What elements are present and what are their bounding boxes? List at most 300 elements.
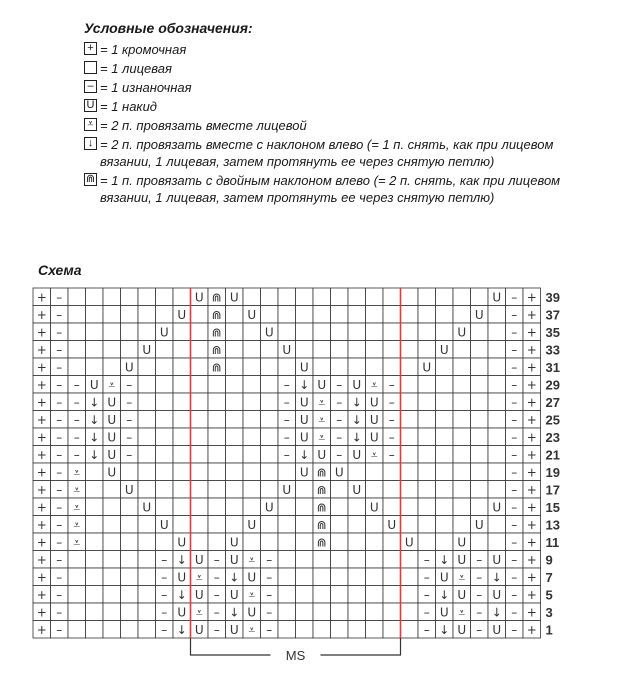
chart-cell (278, 586, 296, 604)
chart-symbol--: – (511, 587, 518, 602)
double-decrease-icon: ⋒ (85, 173, 96, 185)
chart-cell (366, 586, 384, 604)
chart-symbol-+: + (36, 377, 47, 392)
chart-symbol--: – (511, 447, 518, 462)
chart-cell (103, 498, 121, 516)
chart-cell (331, 516, 349, 534)
chart-cell (471, 533, 489, 551)
chart-cell (348, 498, 366, 516)
chart-cell (453, 393, 471, 411)
chart-cell (103, 341, 121, 359)
chart-symbol--: – (336, 395, 343, 410)
chart-cell (156, 463, 174, 481)
chart-symbol--: – (56, 342, 63, 357)
row-number-label: 27 (545, 394, 560, 410)
chart-symbol-+: + (36, 482, 47, 497)
chart-cell (138, 463, 156, 481)
chart-cell (296, 306, 314, 324)
legend-item-text: = 2 п. провязать вместе с наклоном влево (= 1 п. снять, как при лицевом вязании, 1 лицевая, затем протянуть ее через снятую петлю) (100, 137, 554, 169)
chart-cell (243, 341, 261, 359)
chart-cell (401, 568, 419, 586)
chart-cell (331, 306, 349, 324)
chart-cell (191, 533, 209, 551)
chart-cell (156, 446, 174, 464)
chart-symbol-m: ⋒ (211, 307, 222, 322)
chart-symbol-m: ⋒ (211, 325, 222, 340)
chart-cell (121, 603, 139, 621)
chart-cell (243, 288, 261, 306)
chart-cell (366, 603, 384, 621)
chart-cell (173, 516, 191, 534)
chart-symbol-U: U (159, 517, 169, 532)
chart-cell (296, 551, 314, 569)
chart-symbol-a: ↓ (229, 605, 240, 620)
k2tog-icon: ⩡ (84, 118, 97, 131)
chart-cell (296, 498, 314, 516)
chart-cell (278, 463, 296, 481)
chart-symbol-U: U (299, 360, 309, 375)
chart-cell (401, 551, 419, 569)
legend-title: Условные обозначения: (84, 20, 253, 36)
chart-symbol--: – (423, 587, 430, 602)
chart-cell (401, 463, 419, 481)
chart-cell (331, 498, 349, 516)
chart-symbol-U: U (264, 500, 274, 515)
chart-cell (488, 376, 506, 394)
chart-cell (243, 411, 261, 429)
chart-cell (488, 428, 506, 446)
chart-cell (401, 411, 419, 429)
chart-cell (313, 306, 331, 324)
chart-symbol--: – (56, 622, 63, 637)
chart-cell (418, 376, 436, 394)
chart-symbol--: – (56, 325, 63, 340)
chart-cell (278, 323, 296, 341)
chart-cell (436, 446, 454, 464)
row-number-label: 39 (545, 289, 560, 305)
chart-cell (121, 341, 139, 359)
chart-symbol-a: ↓ (89, 412, 100, 427)
chart-cell (471, 341, 489, 359)
legend-item-text: = 1 п. провязать с двойным наклоном влево (= 2 п. снять, как при лицевом вязании, 1 лицевая, затем протянуть ее через снятую петлю) (100, 173, 561, 205)
chart-symbol-m: ⋒ (316, 535, 327, 550)
row-number-label: 7 (545, 569, 553, 585)
chart-cell (226, 341, 244, 359)
chart-symbol-+: + (36, 342, 47, 357)
chart-symbol-U: U (107, 465, 117, 480)
chart-cell (488, 446, 506, 464)
chart-symbol-U: U (247, 307, 257, 322)
chart-cell (103, 306, 121, 324)
chart-symbol-a: ↓ (176, 552, 187, 567)
chart-cell (243, 393, 261, 411)
chart-cell (243, 463, 261, 481)
chart-symbol--: – (511, 290, 518, 305)
chart-cell (278, 358, 296, 376)
chart-symbol-U: U (369, 412, 379, 427)
chart-cell (226, 393, 244, 411)
chart-cell (436, 323, 454, 341)
chart-symbol-U: U (457, 587, 467, 602)
chart-cell (418, 463, 436, 481)
chart-symbol--: – (126, 430, 133, 445)
chart-cell (348, 551, 366, 569)
chart-symbol--: – (511, 360, 518, 375)
chart-symbol-a: ↓ (439, 622, 450, 637)
chart-symbol--: – (511, 377, 518, 392)
chart-cell (296, 341, 314, 359)
chart-cell (103, 516, 121, 534)
chart-symbol-m: ⋒ (211, 360, 222, 375)
chart-cell (138, 533, 156, 551)
chart-cell (366, 568, 384, 586)
chart-cell (121, 621, 139, 639)
chart-symbol-k: ⩡ (195, 605, 203, 620)
row-number-label: 19 (545, 464, 560, 480)
chart-symbol-U: U (457, 552, 467, 567)
chart-symbol-U: U (247, 517, 257, 532)
chart-symbol-k: ⩡ (458, 570, 466, 585)
chart-symbol--: – (56, 430, 63, 445)
chart-cell (138, 393, 156, 411)
chart-symbol--: – (56, 587, 63, 602)
row-number-label: 21 (545, 447, 560, 463)
chart-symbol-U: U (439, 605, 449, 620)
chart-symbol-k: ⩡ (248, 622, 256, 637)
chart-symbol-U: U (352, 447, 362, 462)
chart-symbol--: – (213, 552, 220, 567)
chart-cell (313, 323, 331, 341)
chart-symbol--: – (283, 447, 290, 462)
chart-cell (103, 621, 121, 639)
chart-cell (208, 463, 226, 481)
chart-cell (401, 621, 419, 639)
chart-symbol-+: + (36, 395, 47, 410)
chart-cell (121, 551, 139, 569)
scheme-title: Схема (38, 262, 82, 278)
chart-cell (86, 323, 104, 341)
chart-symbol-U: U (299, 395, 309, 410)
row-number-label: 37 (545, 307, 560, 323)
chart-symbol--: – (283, 430, 290, 445)
chart-cell (383, 288, 401, 306)
chart-cell (278, 533, 296, 551)
chart-cell (138, 376, 156, 394)
chart-symbol--: – (161, 570, 168, 585)
chart-cell (296, 323, 314, 341)
chart-cell (331, 621, 349, 639)
chart-cell (103, 551, 121, 569)
chart-cell (418, 411, 436, 429)
chart-cell (243, 376, 261, 394)
chart-symbol-+: + (36, 290, 47, 305)
chart-symbol--: – (56, 517, 63, 532)
chart-symbol-k: ⩡ (318, 412, 326, 427)
chart-cell (453, 358, 471, 376)
chart-symbol-+: + (526, 517, 537, 532)
chart-symbol--: – (56, 570, 63, 585)
chart-cell (331, 341, 349, 359)
chart-cell (226, 498, 244, 516)
chart-cell (121, 288, 139, 306)
chart-symbol--: – (476, 605, 483, 620)
chart-symbol-k: ⩡ (73, 500, 81, 515)
chart-symbol-U: U (229, 535, 239, 550)
chart-symbol-a: ↓ (299, 377, 310, 392)
chart-symbol--: – (511, 325, 518, 340)
chart-cell (173, 463, 191, 481)
chart-cell (436, 411, 454, 429)
chart-symbol--: – (213, 587, 220, 602)
chart-symbol--: – (511, 605, 518, 620)
chart-symbol-m: ⋒ (316, 465, 327, 480)
chart-cell (331, 288, 349, 306)
chart-symbol--: – (336, 447, 343, 462)
chart-cell (313, 341, 331, 359)
chart-cell (208, 428, 226, 446)
chart-cell (401, 428, 419, 446)
chart-cell (313, 621, 331, 639)
chart-cell (68, 568, 86, 586)
chart-symbol--: – (73, 395, 80, 410)
chart-cell (296, 621, 314, 639)
chart-symbol-+: + (526, 377, 537, 392)
repeat-bracket-left (191, 638, 271, 655)
chart-cell (138, 586, 156, 604)
chart-symbol-+: + (526, 552, 537, 567)
chart-cell (208, 376, 226, 394)
chart-cell (173, 446, 191, 464)
chart-cell (418, 533, 436, 551)
chart-symbol-U: U (457, 535, 467, 550)
chart-symbol--: – (56, 535, 63, 550)
chart-symbol-a: ↓ (89, 447, 100, 462)
chart-cell (156, 533, 174, 551)
chart-cell (86, 621, 104, 639)
chart-cell (383, 498, 401, 516)
chart-symbol-U: U (124, 360, 134, 375)
chart-symbol-U: U (439, 342, 449, 357)
row-number-label: 1 (545, 622, 553, 638)
chart-cell (313, 551, 331, 569)
chart-symbol-+: + (526, 465, 537, 480)
chart-cell (488, 411, 506, 429)
chart-cell (436, 481, 454, 499)
chart-symbol-U: U (474, 307, 484, 322)
chart-symbol-+: + (36, 447, 47, 462)
chart-cell (278, 603, 296, 621)
chart-symbol--: – (511, 500, 518, 515)
row-number-label: 35 (545, 324, 560, 340)
chart-symbol-k: ⩡ (73, 482, 81, 497)
chart-cell (278, 498, 296, 516)
chart-cell (208, 533, 226, 551)
chart-symbol--: – (56, 605, 63, 620)
row-number-label: 29 (545, 377, 560, 393)
chart-cell (366, 533, 384, 551)
chart-symbol-U: U (334, 465, 344, 480)
chart-cell (471, 428, 489, 446)
chart-cell (243, 428, 261, 446)
chart-cell (68, 341, 86, 359)
chart-cell (401, 341, 419, 359)
chart-cell (383, 306, 401, 324)
chart-cell (261, 481, 279, 499)
chart-symbol--: – (423, 552, 430, 567)
chart-cell (103, 568, 121, 586)
chart-symbol--: – (161, 605, 168, 620)
chart-symbol-U: U (439, 570, 449, 585)
chart-symbol-a: ↓ (351, 412, 362, 427)
chart-cell (156, 341, 174, 359)
chart-symbol--: – (511, 517, 518, 532)
chart-cell (296, 288, 314, 306)
chart-cell (418, 446, 436, 464)
chart-cell (191, 463, 209, 481)
chart-symbol-+: + (36, 412, 47, 427)
legend-item-text: = 2 п. провязать вместе лицевой (100, 118, 307, 133)
chart-cell (366, 323, 384, 341)
chart-cell (453, 446, 471, 464)
chart-cell (208, 446, 226, 464)
chart-cell (383, 621, 401, 639)
chart-symbol-+: + (526, 430, 537, 445)
chart-cell (191, 376, 209, 394)
row-number-label: 5 (545, 587, 553, 603)
chart-cell (488, 481, 506, 499)
chart-symbol-U: U (229, 552, 239, 567)
chart-symbol-+: + (36, 622, 47, 637)
chart-cell (401, 288, 419, 306)
chart-symbol--: – (73, 412, 80, 427)
chart-symbol--: – (266, 570, 273, 585)
chart-symbol--: – (423, 570, 430, 585)
chart-cell (488, 358, 506, 376)
chart-cell (86, 533, 104, 551)
chart-cell (418, 516, 436, 534)
chart-cell (366, 481, 384, 499)
row-number-label: 15 (545, 499, 560, 515)
chart-symbol-k: ⩡ (195, 570, 203, 585)
chart-cell (471, 481, 489, 499)
chart-symbol-m: ⋒ (316, 517, 327, 532)
repeat-label: MS (285, 648, 306, 663)
chart-cell (173, 288, 191, 306)
chart-cell (278, 551, 296, 569)
chart-cell (208, 393, 226, 411)
chart-cell (226, 481, 244, 499)
dash-icon: – (84, 80, 97, 93)
chart-cell (191, 393, 209, 411)
chart-symbol-U: U (177, 570, 187, 585)
chart-cell (156, 481, 174, 499)
chart-cell (418, 323, 436, 341)
chart-cell (331, 603, 349, 621)
chart-symbol-U: U (369, 500, 379, 515)
row-number-label: 33 (545, 342, 560, 358)
chart-cell (68, 358, 86, 376)
chart-cell (68, 586, 86, 604)
chart-cell (471, 463, 489, 481)
chart-cell (453, 306, 471, 324)
chart-cell (313, 603, 331, 621)
chart-cell (488, 306, 506, 324)
chart-symbol--: – (126, 377, 133, 392)
chart-cell (226, 446, 244, 464)
chart-symbol--: – (336, 377, 343, 392)
chart-cell (488, 533, 506, 551)
chart-cell (436, 533, 454, 551)
chart-symbol--: – (56, 465, 63, 480)
chart-symbol-+: + (36, 360, 47, 375)
chart-cell (86, 551, 104, 569)
chart-cell (138, 288, 156, 306)
chart-cell (383, 463, 401, 481)
chart-symbol-+: + (36, 605, 47, 620)
chart-cell (296, 603, 314, 621)
chart-cell (348, 603, 366, 621)
chart-cell (103, 603, 121, 621)
chart-symbol-+: + (526, 290, 537, 305)
chart-cell (453, 516, 471, 534)
chart-symbol--: – (266, 587, 273, 602)
chart-cell (348, 306, 366, 324)
chart-symbol--: – (423, 622, 430, 637)
chart-symbol--: – (388, 412, 395, 427)
chart-cell (331, 481, 349, 499)
chart-symbol-+: + (526, 535, 537, 550)
chart-cell (453, 428, 471, 446)
chart-cell (436, 393, 454, 411)
chart-symbol--: – (511, 412, 518, 427)
chart-cell (86, 288, 104, 306)
chart-symbol-U: U (107, 430, 117, 445)
chart-symbol-+: + (526, 307, 537, 322)
chart-cell (296, 568, 314, 586)
chart-symbol--: – (511, 552, 518, 567)
chart-symbol--: – (56, 290, 63, 305)
chart-cell (68, 603, 86, 621)
chart-cell (261, 306, 279, 324)
chart-cell (156, 428, 174, 446)
chart-symbol--: – (511, 342, 518, 357)
chart-cell (401, 376, 419, 394)
chart-cell (383, 358, 401, 376)
chart-symbol-U: U (369, 395, 379, 410)
repeat-bracket-right (321, 638, 401, 655)
chart-symbol-U: U (457, 325, 467, 340)
chart-cell (191, 428, 209, 446)
chart-symbol--: – (283, 395, 290, 410)
chart-cell (453, 463, 471, 481)
chart-symbol-m: ⋒ (316, 482, 327, 497)
chart-cell (226, 463, 244, 481)
chart-symbol-k: ⩡ (73, 535, 81, 550)
chart-cell (243, 481, 261, 499)
chart-symbol--: – (283, 377, 290, 392)
chart-symbol-+: + (36, 325, 47, 340)
row-number-label: 31 (545, 359, 560, 375)
chart-cell (401, 446, 419, 464)
chart-symbol-+: + (526, 482, 537, 497)
chart-cell (383, 568, 401, 586)
chart-symbol-k: ⩡ (318, 430, 326, 445)
chart-cell (86, 498, 104, 516)
chart-symbol--: – (56, 360, 63, 375)
chart-cell (68, 306, 86, 324)
chart-cell (208, 411, 226, 429)
chart-cell (68, 288, 86, 306)
